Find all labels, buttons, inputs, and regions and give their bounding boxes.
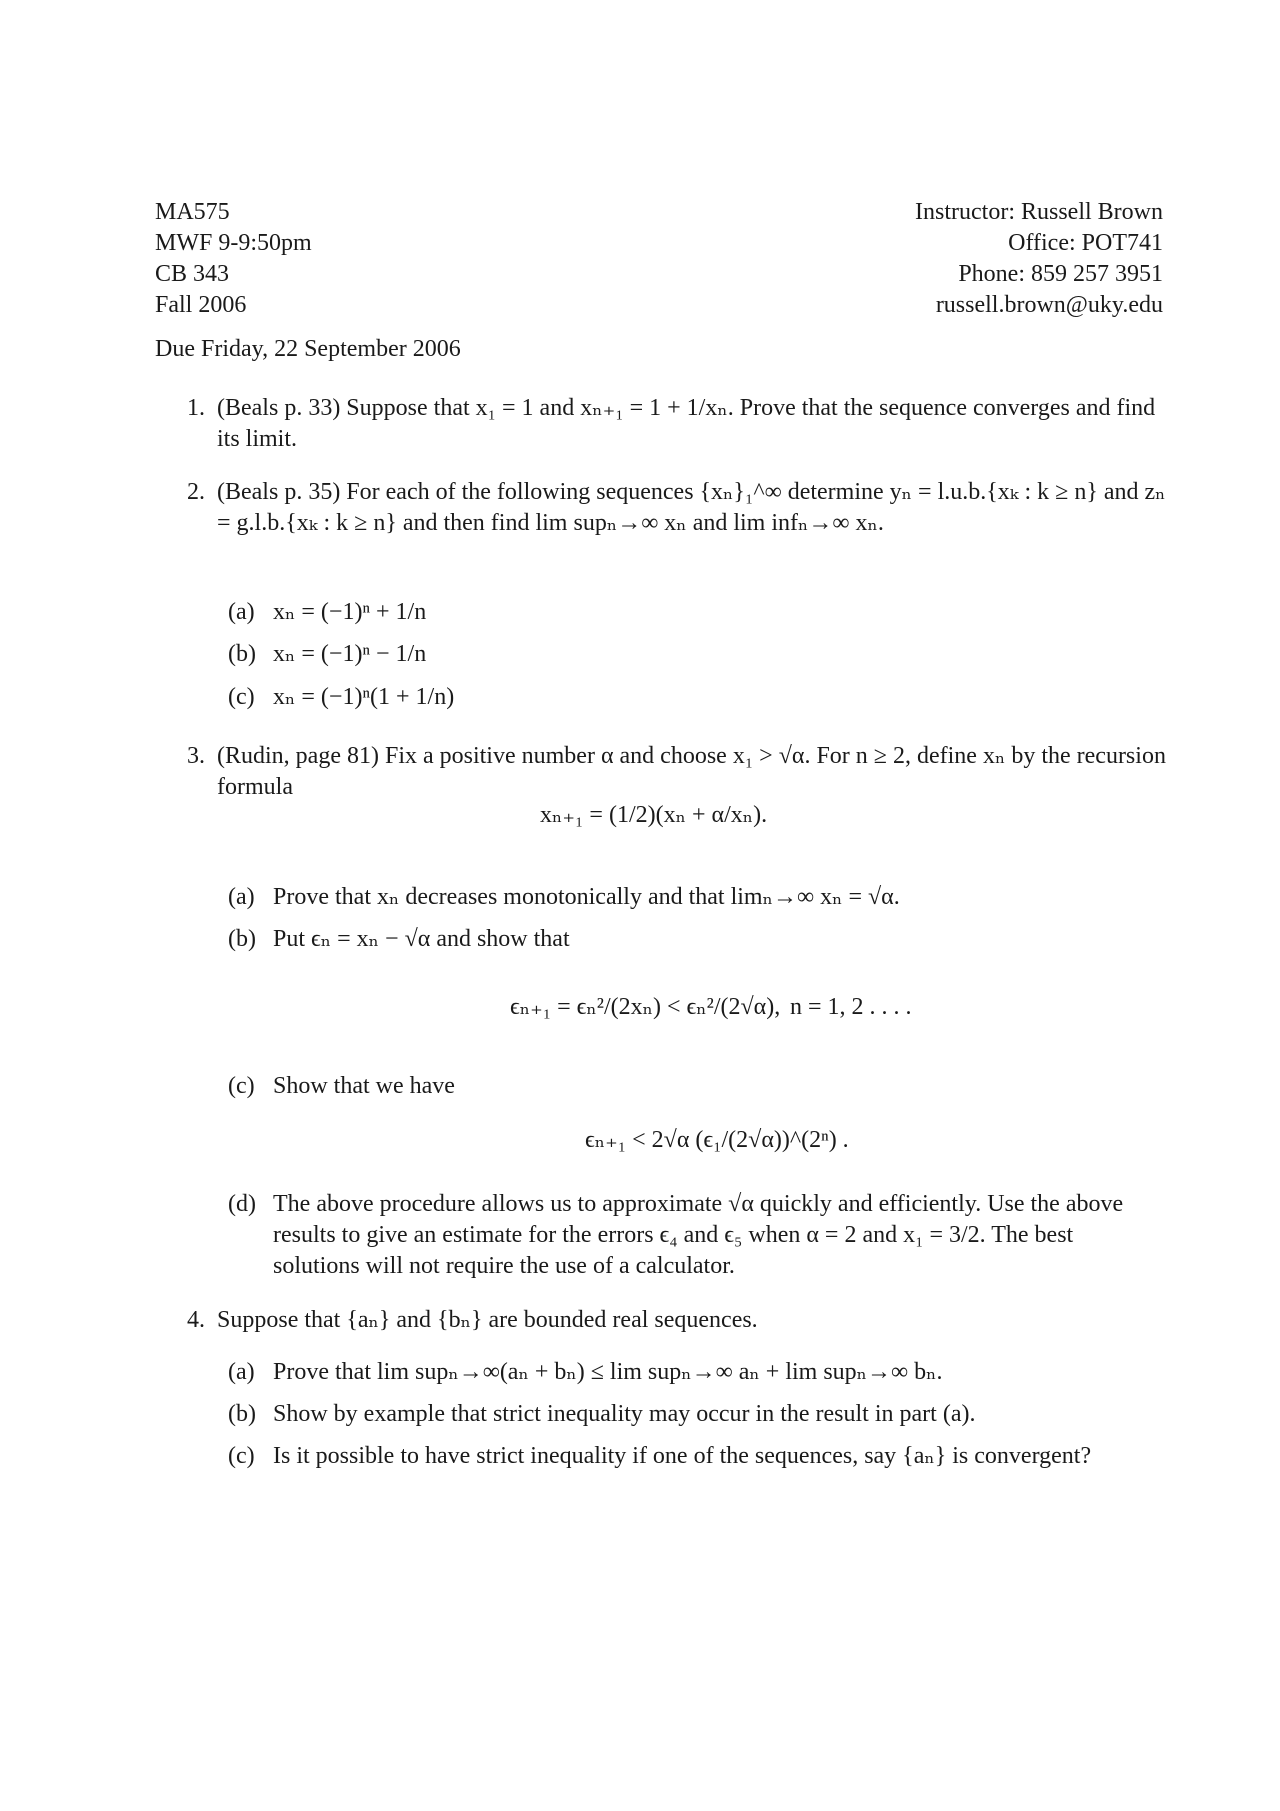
part-label: (c) (228, 684, 255, 710)
problem-text: (Beals p. 33) Suppose that x₁ = 1 and xₙ₊₁ = 1 + 1/xₙ. Prove that the sequence converges and find its limit. (217, 395, 1156, 452)
due-date: Due Friday, 22 September 2006 (155, 336, 461, 362)
problem-2-part-b (228, 639, 1158, 670)
instructor-name: Instructor: Russell Brown (915, 199, 1163, 225)
part-label: (d) (228, 1191, 256, 1217)
course-code: MA575 (155, 199, 230, 225)
problem-4-part-c (228, 1441, 1158, 1472)
problem-number: 2. (187, 479, 205, 505)
problem-3-part-b (228, 924, 1158, 955)
problem-1 (187, 393, 1167, 455)
part-label: (c) (228, 1073, 255, 1099)
part-text: Prove that lim supₙ→∞(aₙ + bₙ) ≤ lim supₙ→∞ aₙ + lim supₙ→∞ bₙ. (273, 1359, 943, 1385)
course-schedule: MWF 9-9:50pm (155, 230, 312, 256)
part-label: (b) (228, 641, 256, 667)
problem-number: 1. (187, 395, 205, 421)
part-label: (b) (228, 926, 256, 952)
part-label: (b) (228, 1401, 256, 1427)
problem-4-part-a (228, 1357, 1158, 1388)
part-text: xₙ = (−1)ⁿ(1 + 1/n) (273, 684, 455, 710)
error-bound-formula: ϵₙ₊₁ < 2√α (ϵ₁/(2√α))^(2ⁿ) . (585, 1127, 849, 1153)
problem-3-part-c (228, 1071, 1158, 1102)
part-text: Prove that xₙ decreases monotonically and that limₙ→∞ xₙ = √α. (273, 884, 900, 910)
problem-2-part-a (228, 597, 1158, 628)
problem-2-part-c (228, 682, 1158, 713)
part-label: (a) (228, 884, 255, 910)
part-label: (a) (228, 599, 255, 625)
problem-3-part-d (228, 1189, 1158, 1282)
error-recursion-formula: ϵₙ₊₁ = ϵₙ²/(2xₙ) < ϵₙ²/(2√α), (510, 994, 781, 1020)
problem-3 (187, 741, 1167, 803)
part-text: xₙ = (−1)ⁿ + 1/n (273, 599, 427, 625)
part-text: Show that we have (273, 1073, 455, 1099)
course-term: Fall 2006 (155, 292, 247, 318)
part-label: (c) (228, 1443, 255, 1469)
problem-2 (187, 477, 1167, 539)
problem-4 (187, 1305, 1167, 1336)
part-label: (a) (228, 1359, 255, 1385)
part-text: Put ϵₙ = xₙ − √α and show that (273, 926, 570, 952)
part-text: Is it possible to have strict inequality if one of the sequences, say {aₙ} is convergent? (273, 1443, 1092, 1469)
problem-number: 4. (187, 1307, 205, 1333)
problem-text: (Rudin, page 81) Fix a positive number α and choose x₁ > √α. For n ≥ 2, define xₙ by the recursion formula (217, 743, 1166, 800)
course-info (155, 197, 312, 321)
instructor-info (915, 197, 1163, 321)
course-room: CB 343 (155, 261, 230, 287)
formula-index-note: n = 1, 2 . . . . (790, 994, 912, 1020)
part-text: Show by example that strict inequality may occur in the result in part (a). (273, 1401, 976, 1427)
instructor-phone: Phone: 859 257 3951 (958, 261, 1163, 287)
part-text: The above procedure allows us to approximate √α quickly and efficiently. Use the above results to give an estimate for the errors ϵ₄ and ϵ₅ when α = 2 and x₁ = 3/2. The best solutions will not require the use of a calculator. (273, 1191, 1124, 1279)
part-text: xₙ = (−1)ⁿ − 1/n (273, 641, 427, 667)
problem-text: Suppose that {aₙ} and {bₙ} are bounded real sequences. (217, 1307, 758, 1333)
recursion-formula: xₙ₊₁ = (1/2)(xₙ + α/xₙ). (540, 802, 768, 828)
instructor-email: russell.brown@uky.edu (935, 292, 1163, 318)
instructor-office: Office: POT741 (1008, 230, 1163, 256)
problem-3-part-a (228, 882, 1158, 913)
problem-number: 3. (187, 743, 205, 769)
problem-text: (Beals p. 35) For each of the following sequences {xₙ}₁^∞ determine yₙ = l.u.b.{xₖ : k ≥ n} and zₙ = g.l.b.{xₖ : k ≥ n} and then find lim supₙ→∞ xₙ and lim infₙ→∞ xₙ. (217, 479, 1166, 536)
problem-4-part-b (228, 1399, 1158, 1430)
